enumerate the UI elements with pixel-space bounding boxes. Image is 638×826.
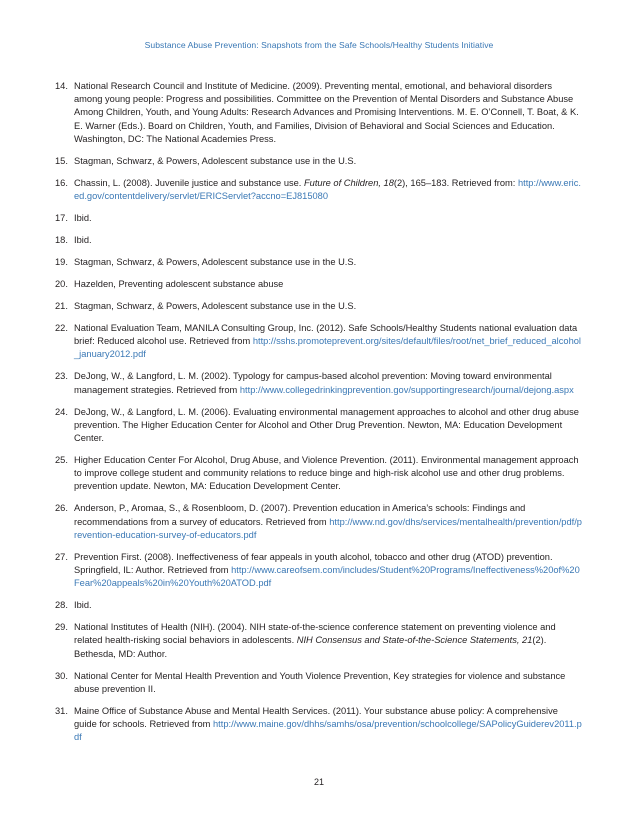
reference-number: 31.: [55, 705, 68, 716]
reference-citation: DeJong, W., & Langford, L. M. (2006). Evaluating environmental management approaches to alcohol and other drug abuse prevention. The Higher Education Center for Alcohol and Other Drug Prevention. Newton, MA: Education Development Center.: [74, 406, 579, 444]
reference-item: [55, 300, 583, 313]
reference-number: 26.: [55, 503, 68, 514]
reference-text: [74, 599, 583, 612]
reference-item: [55, 599, 583, 612]
reference-number: 29.: [55, 622, 68, 633]
reference-item: [55, 256, 583, 269]
reference-text: [74, 80, 583, 146]
reference-number: 27.: [55, 551, 68, 562]
reference-text: [74, 177, 583, 203]
reference-link[interactable]: http://www.collegedrinkingprevention.gov/supportingresearch/journal/dejong.aspx: [239, 384, 574, 395]
reference-text: [74, 234, 583, 247]
reference-number: 18.: [55, 235, 68, 246]
reference-number: 25.: [55, 455, 68, 466]
reference-item: [55, 278, 583, 291]
reference-journal: Future of Children, 18: [303, 177, 394, 188]
reference-link[interactable]: http://www.nd.gov/dhs/services/mentalhealth/prevention/pdf/prevention-education-survey-of-educators.pdf: [74, 516, 582, 540]
page-number: 21: [313, 777, 324, 787]
reference-item: [55, 502, 583, 542]
reference-number: 20.: [55, 279, 68, 290]
reference-number: 17.: [55, 213, 68, 224]
reference-citation: Ibid.: [74, 600, 92, 611]
reference-number: 21.: [55, 301, 68, 312]
reference-item: [55, 370, 583, 396]
reference-number: 19.: [55, 257, 68, 268]
reference-text: [74, 551, 583, 591]
reference-text: [74, 621, 583, 661]
reference-text: [74, 256, 583, 269]
reference-text: [74, 370, 583, 396]
reference-citation: DeJong, W., & Langford, L. M. (2002). Typology for campus-based alcohol prevention: Moving toward environmental management strategies. Retrieved from: [74, 371, 552, 395]
reference-text: [74, 670, 583, 696]
reference-journal: NIH Consensus and State-of-the-Science Statements, 21: [296, 635, 533, 646]
reference-number: 15.: [55, 155, 68, 166]
reference-number: 16.: [55, 177, 68, 188]
reference-text: [74, 705, 583, 745]
reference-number: 28.: [55, 600, 68, 611]
reference-number: 30.: [55, 670, 68, 681]
reference-citation: Ibid.: [74, 213, 92, 224]
reference-text: [74, 406, 583, 446]
reference-citation: Chassin, L. (2008). Juvenile justice and substance use.: [74, 177, 304, 188]
reference-text: [74, 454, 583, 494]
reference-citation: National Research Council and Institute of Medicine. (2009). Preventing mental, emotional, and behavioral disorders among young people: Progress and possibilities. Committee on the Prevention of Mental Disorders and Substance Abuse Among Children, Youth, and Young Adults: Research Advances and Promising Interventions. M. E. O’Connell, T. Boat, & K. E. Warner (Eds.). Board on Children, Youth, and Families, Division of Behavioral and Social Sciences and Education. Washington, DC: The National Academies Press.: [74, 81, 579, 144]
reference-link[interactable]: http://www.careofsem.com/includes/Student%20Programs/Ineffectiveness%20of%20Fear%20appeals%20in%20Youth%20ATOD.pdf: [74, 565, 580, 589]
reference-citation-cont: (2). Bethesda, MD: Author.: [74, 635, 547, 659]
reference-item: [55, 155, 583, 168]
reference-item: [55, 322, 583, 362]
reference-item: [55, 406, 583, 446]
reference-item: [55, 177, 583, 203]
reference-item: [55, 80, 583, 146]
reference-citation-cont: (2), 165–183. Retrieved from:: [393, 177, 518, 188]
reference-link[interactable]: http://www.eric.ed.gov/contentdelivery/servlet/ERICServlet?accno=EJ815080: [74, 177, 581, 202]
reference-citation: Prevention First. (2008). Ineffectiveness of fear appeals in youth alcohol, tobacco and other drug (ATOD) prevention. Springfield, IL: Author. Retrieved from: [74, 551, 553, 576]
reference-citation: National Center for Mental Health Prevention and Youth Violence Prevention, Key strategies for violence and substance abuse prevention II.: [74, 670, 566, 694]
reference-item: [55, 670, 583, 696]
reference-number: 22.: [55, 323, 68, 334]
reference-text: [74, 212, 583, 225]
reference-number: 14.: [55, 81, 68, 91]
reference-item: [55, 705, 583, 745]
reference-item: [55, 454, 583, 494]
reference-citation: Stagman, Schwarz, & Powers, Adolescent substance use in the U.S.: [74, 155, 357, 166]
reference-link[interactable]: http://sshs.promoteprevent.org/sites/default/files/root/net_brief_reduced_alcohol_january2012.pdf: [74, 336, 581, 360]
reference-citation: Stagman, Schwarz, & Powers, Adolescent substance use in the U.S.: [74, 257, 357, 268]
reference-text: [74, 322, 583, 362]
reference-item: [55, 621, 583, 661]
reference-link[interactable]: http://www.maine.gov/dhhs/samhs/osa/prevention/schoolcollege/SAPolicyGuiderev2011.pdf: [74, 719, 582, 743]
reference-number: 24.: [55, 406, 68, 417]
reference-citation: Hazelden, Preventing adolescent substance abuse: [74, 279, 284, 290]
reference-citation: National Evaluation Team, MANILA Consulting Group, Inc. (2012). Safe Schools/Healthy Students national evaluation data brief: Reduced alcohol use. Retrieved from: [74, 323, 578, 347]
reference-item: [55, 212, 583, 225]
reference-citation: Higher Education Center For Alcohol, Drug Abuse, and Violence Prevention. (2011). Environmental management approach to improve college student and community relations to reduce binge and high-risk alcohol use and other drug problems. prevention update. Newton, MA: Education Development Center.: [74, 455, 579, 492]
reference-text: [74, 502, 583, 542]
reference-text: [74, 155, 583, 168]
reference-citation: Maine Office of Substance Abuse and Mental Health Services. (2011). Your substance abuse policy: A comprehensive guide for schools. Retrieved from: [74, 705, 558, 730]
running-header: Substance Abuse Prevention: Snapshots from the Safe Schools/Healthy Students Initiative: [144, 40, 494, 50]
reference-number: 23.: [55, 371, 68, 382]
reference-list: [55, 80, 583, 753]
reference-item: [55, 551, 583, 591]
reference-citation: Stagman, Schwarz, & Powers, Adolescent substance use in the U.S.: [74, 301, 357, 312]
reference-citation: Ibid.: [74, 235, 92, 246]
reference-text: [74, 300, 583, 313]
reference-citation: Anderson, P., Aromaa, S., & Rosenbloom, D. (2007). Prevention education in America’s schools: Findings and recommendations from a survey of educators. Retrieved from: [74, 503, 526, 527]
reference-citation: National Institutes of Health (NIH). (2004). NIH state-of-the-science conference statement on preventing violence and related health-risking social behaviors in adolescents.: [74, 622, 556, 646]
reference-text: [74, 278, 583, 291]
reference-item: [55, 234, 583, 247]
